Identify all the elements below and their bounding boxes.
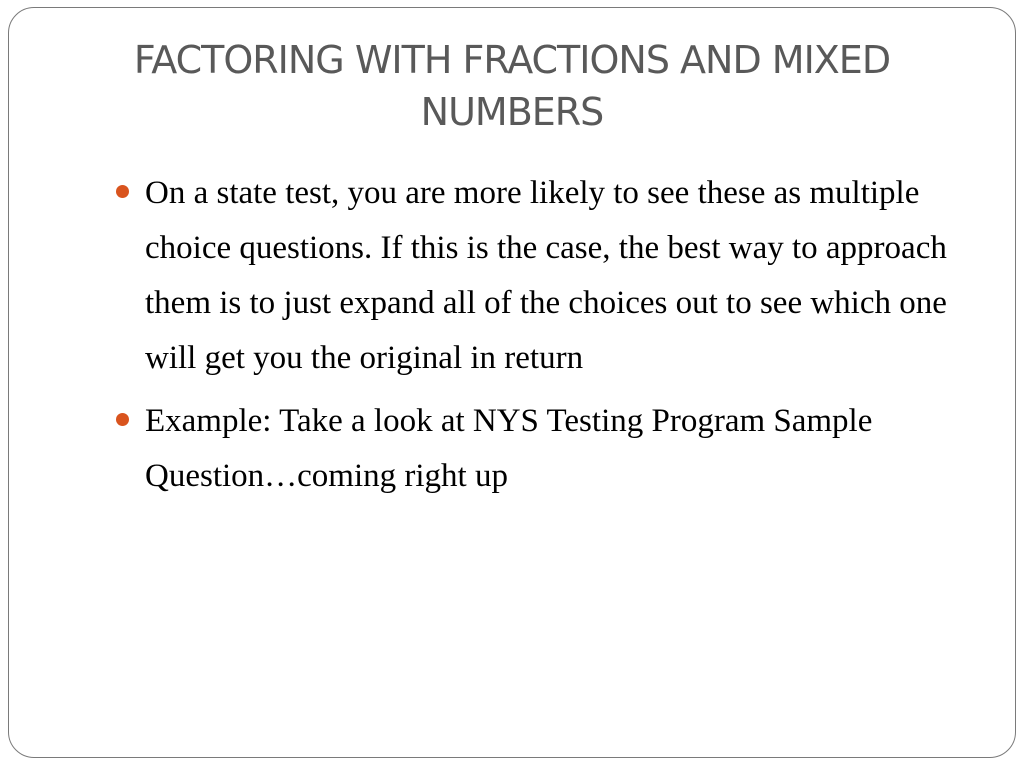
bullet-item-1: [112, 166, 982, 386]
slide-title: FACTORING WITH FRACTIONS AND MIXED NUMBERS: [133, 38, 891, 134]
bullet-dot-icon: [116, 413, 129, 426]
bullet-text: On a state test, you are more likely to see these as multiple choice questions. If this is the case, the best way to approach them is to just expand all of the choices out to see which one will get you the original in return: [145, 175, 947, 376]
bullet-list: [112, 166, 982, 512]
bullet-text: Example: Take a look at NYS Testing Program Sample Question…coming right up: [145, 403, 873, 494]
bullet-dot-icon: [116, 185, 129, 198]
bullet-item-2: [112, 394, 982, 504]
